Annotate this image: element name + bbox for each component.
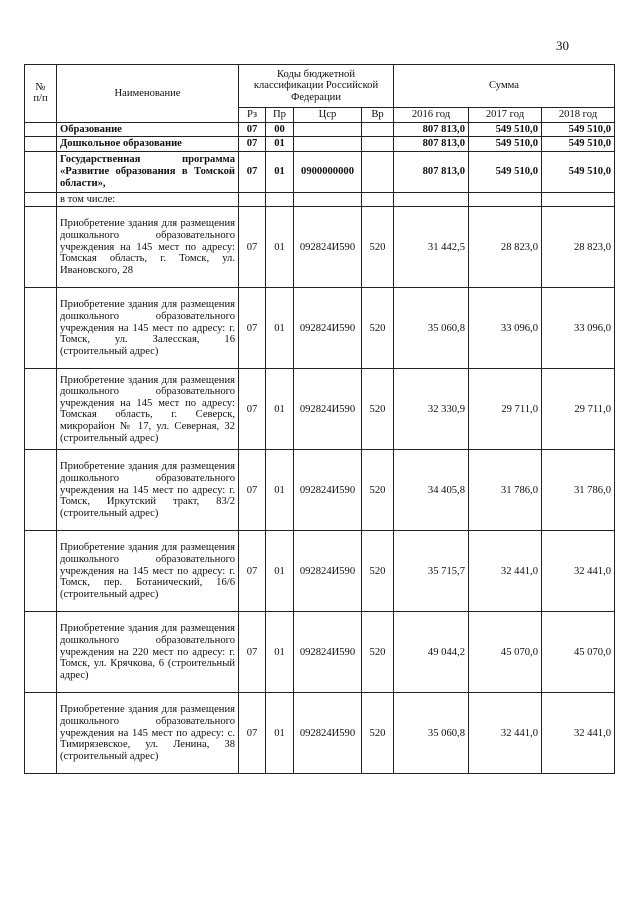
row-vr — [362, 122, 394, 137]
row-vr: 520 — [362, 369, 394, 450]
table-row — [25, 207, 615, 288]
row-sum-2017: 33 096,0 — [469, 288, 542, 369]
header-row — [25, 65, 615, 108]
row-sum-2018: 549 510,0 — [542, 137, 615, 152]
including-row — [25, 192, 615, 207]
header-rz: Рз — [239, 108, 266, 123]
program-pr: 01 — [266, 151, 294, 192]
row-csr: 092824И590 — [294, 531, 362, 612]
row-name: Приобретение здания для размещения дошкольного образовательного учреждения на 145 мест по адресу: Томская область, г. Северск, микрорайон № 17, ул. Северная, 32 (строительный адрес) — [57, 369, 239, 450]
row-pr: 01 — [266, 137, 294, 152]
row-vr: 520 — [362, 693, 394, 774]
row-rz: 07 — [239, 137, 266, 152]
row-csr: 092824И590 — [294, 612, 362, 693]
row-number-cell — [25, 369, 57, 450]
row-pr: 01 — [266, 369, 294, 450]
row-vr: 520 — [362, 531, 394, 612]
header-2017: 2017 год — [469, 108, 542, 123]
row-csr: 092824И590 — [294, 288, 362, 369]
program-vr — [362, 151, 394, 192]
summary-row-preschool — [25, 137, 615, 152]
row-rz: 07 — [239, 288, 266, 369]
row-rz: 07 — [239, 531, 266, 612]
row-name: Образование — [57, 122, 239, 137]
row-sum-2016: 31 442,5 — [394, 207, 469, 288]
table-row — [25, 693, 615, 774]
row-sum-2017: 28 823,0 — [469, 207, 542, 288]
header-csr: Цср — [294, 108, 362, 123]
row-vr: 520 — [362, 612, 394, 693]
table-row — [25, 531, 615, 612]
row-sum-2016: 32 330,9 — [394, 369, 469, 450]
including-label: в том числе: — [57, 192, 239, 207]
row-vr: 520 — [362, 288, 394, 369]
row-sum-2016: 35 060,8 — [394, 288, 469, 369]
row-sum-2016: 35 060,8 — [394, 693, 469, 774]
program-name: Государственная программа «Развитие образования в Томской области», — [57, 151, 239, 192]
row-number-cell — [25, 288, 57, 369]
row-number-cell — [25, 612, 57, 693]
row-sum-2018: 31 786,0 — [542, 450, 615, 531]
row-pr: 01 — [266, 531, 294, 612]
row-rz: 07 — [239, 207, 266, 288]
row-sum-2017: 32 441,0 — [469, 693, 542, 774]
row-sum-2018: 549 510,0 — [542, 122, 615, 137]
row-sum-2016: 49 044,2 — [394, 612, 469, 693]
row-csr: 092824И590 — [294, 693, 362, 774]
row-sum-2016: 807 813,0 — [394, 137, 469, 152]
row-pr: 01 — [266, 450, 294, 531]
table-row — [25, 450, 615, 531]
row-rz: 07 — [239, 450, 266, 531]
row-pr: 00 — [266, 122, 294, 137]
row-rz: 07 — [239, 122, 266, 137]
table-row — [25, 369, 615, 450]
row-number-cell — [25, 693, 57, 774]
row-rz: 07 — [239, 369, 266, 450]
row-name: Приобретение здания для размещения дошкольного образовательного учреждения на 145 мест по адресу: г. Томск, Иркутский тракт, 83/2 (строительный адрес) — [57, 450, 239, 531]
row-sum-2017: 549 510,0 — [469, 137, 542, 152]
row-csr — [294, 137, 362, 152]
row-vr: 520 — [362, 207, 394, 288]
row-sum-2016: 35 715,7 — [394, 531, 469, 612]
program-rz: 07 — [239, 151, 266, 192]
row-sum-2017: 29 711,0 — [469, 369, 542, 450]
header-sum: Сумма — [394, 65, 615, 108]
row-name: Приобретение здания для размещения дошкольного образовательного учреждения на 145 мест по адресу: г. Томск, пер. Ботанический, 16/6 (строительный адрес) — [57, 531, 239, 612]
row-vr — [362, 137, 394, 152]
row-pr: 01 — [266, 207, 294, 288]
header-number: № п/п — [25, 65, 57, 123]
row-pr: 01 — [266, 693, 294, 774]
row-name: Приобретение здания для размещения дошкольного образовательного учреждения на 145 мест по адресу: г. Томск, ул. Залесская, 16 (строительный адрес) — [57, 288, 239, 369]
row-sum-2018: 33 096,0 — [542, 288, 615, 369]
table-row — [25, 612, 615, 693]
row-sum-2017: 45 070,0 — [469, 612, 542, 693]
row-csr: 092824И590 — [294, 369, 362, 450]
row-number-cell — [25, 531, 57, 612]
row-sum-2016: 807 813,0 — [394, 122, 469, 137]
page-number: 30 — [556, 38, 569, 53]
row-sum-2018: 32 441,0 — [542, 531, 615, 612]
row-sum-2016: 34 405,8 — [394, 450, 469, 531]
row-csr: 092824И590 — [294, 450, 362, 531]
table-row — [25, 288, 615, 369]
row-sum-2017: 549 510,0 — [469, 122, 542, 137]
summary-row-education — [25, 122, 615, 137]
row-number-cell — [25, 207, 57, 288]
header-2018: 2018 год — [542, 108, 615, 123]
row-name: Приобретение здания для размещения дошкольного образовательного учреждения на 145 мест по адресу: Томская область, г. Томск, ул. Ивановского, 28 — [57, 207, 239, 288]
row-pr: 01 — [266, 288, 294, 369]
row-name: Приобретение здания для размещения дошкольного образовательного учреждения на 220 мест по адресу: г. Томск, ул. Крячкова, 6 (строительный адрес) — [57, 612, 239, 693]
header-pr: Пр — [266, 108, 294, 123]
row-sum-2018: 28 823,0 — [542, 207, 615, 288]
row-name: Дошкольное образование — [57, 137, 239, 152]
row-name: Приобретение здания для размещения дошкольного образовательного учреждения на 145 мест по адресу: с. Тимирязевское, ул. Ленина, 38 (строительный адрес) — [57, 693, 239, 774]
header-2016: 2016 год — [394, 108, 469, 123]
program-row — [25, 151, 615, 192]
row-sum-2017: 32 441,0 — [469, 531, 542, 612]
header-name: Наименование — [57, 65, 239, 123]
budget-table — [24, 64, 615, 774]
row-csr — [294, 122, 362, 137]
program-sum-2016: 807 813,0 — [394, 151, 469, 192]
row-pr: 01 — [266, 612, 294, 693]
row-number-cell — [25, 450, 57, 531]
header-codes: Коды бюджетной классификации Российской Федерации — [239, 65, 394, 108]
row-sum-2018: 29 711,0 — [542, 369, 615, 450]
program-csr: 0900000000 — [294, 151, 362, 192]
row-sum-2018: 32 441,0 — [542, 693, 615, 774]
header-vr: Вр — [362, 108, 394, 123]
row-rz: 07 — [239, 693, 266, 774]
row-sum-2018: 45 070,0 — [542, 612, 615, 693]
row-rz: 07 — [239, 612, 266, 693]
program-sum-2018: 549 510,0 — [542, 151, 615, 192]
row-csr: 092824И590 — [294, 207, 362, 288]
row-sum-2017: 31 786,0 — [469, 450, 542, 531]
row-vr: 520 — [362, 450, 394, 531]
program-sum-2017: 549 510,0 — [469, 151, 542, 192]
